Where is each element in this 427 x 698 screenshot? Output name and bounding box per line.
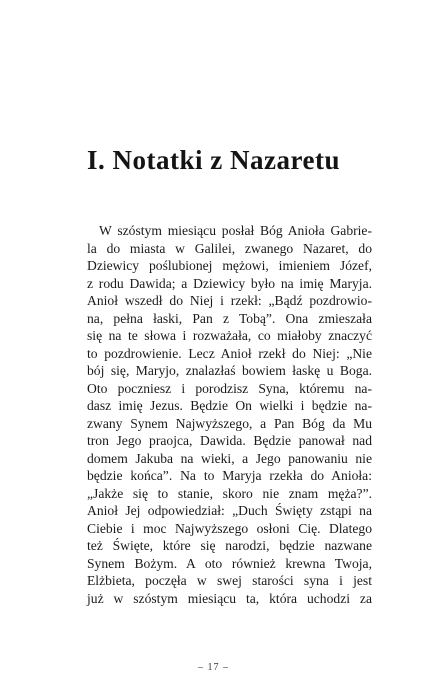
page-number: – 17 –: [198, 662, 229, 673]
text-line: Dziewicy poślubionej mężowi, imieniem Józef,: [87, 258, 372, 273]
text-line: się na te słowa i rozważała, co miałoby znaczyć: [87, 328, 372, 343]
text-line: Synem Bożym. A oto również krewna Twoja,: [87, 555, 372, 571]
text-line: z rodu Dawida; a Dziewicy było na imię Maryja.: [87, 275, 372, 291]
chapter-title: I. Notatki z Nazaretu: [87, 145, 340, 175]
text-line: też Święte, które się narodzi, będzie nazwane: [87, 538, 372, 553]
text-line: Ciebie i moc Najwyższego osłoni Cię. Dlatego: [87, 520, 372, 536]
text-line: domem Jakuba na wieki, a Jego panowaniu nie: [87, 450, 372, 466]
text-line: Elżbieta, poczęła w swej starości syna i jest: [87, 573, 372, 588]
text-line: zwany Synem Najwyższego, a Pan Bóg da Mu: [87, 415, 372, 431]
text-line: tron Jego praojca, Dawida. Będzie panował nad: [87, 433, 372, 448]
text-line: to pozdrowienie. Lecz Anioł rzekł do Niej: „Nie: [87, 345, 372, 361]
text-line: będzie końca”. Na to Maryja rzekła do Anioła:: [87, 468, 372, 483]
text-line: W szóstym miesiącu posłał Bóg Anioła Gabrie-: [99, 223, 372, 238]
text-line: bój się, Maryjo, znalazłaś bowiem łaskę u Boga.: [87, 363, 372, 378]
text-line: la do miasta w Galilei, zwanego Nazaret, do: [87, 240, 372, 256]
text-line: Anioł Jej odpowiedział: „Duch Święty zstąpi na: [87, 503, 372, 518]
text-line: Anioł wszedł do Niej i rzekł: „Bądź pozdrowio-: [87, 293, 372, 308]
text-line: dasz imię Jezus. Będzie On wielki i będzie na-: [87, 398, 372, 413]
text-line: już w szóstym miesiącu ta, która uchodzi za: [87, 590, 372, 606]
text-line: Oto poczniesz i porodzisz Syna, któremu na-: [87, 380, 372, 396]
text-line: na, pełna łaski, Pan z Tobą”. Ona zmieszała: [87, 310, 372, 326]
text-line: „Jakże się to stanie, skoro nie znam męża?”.: [87, 485, 372, 501]
body-paragraph: [87, 222, 372, 607]
